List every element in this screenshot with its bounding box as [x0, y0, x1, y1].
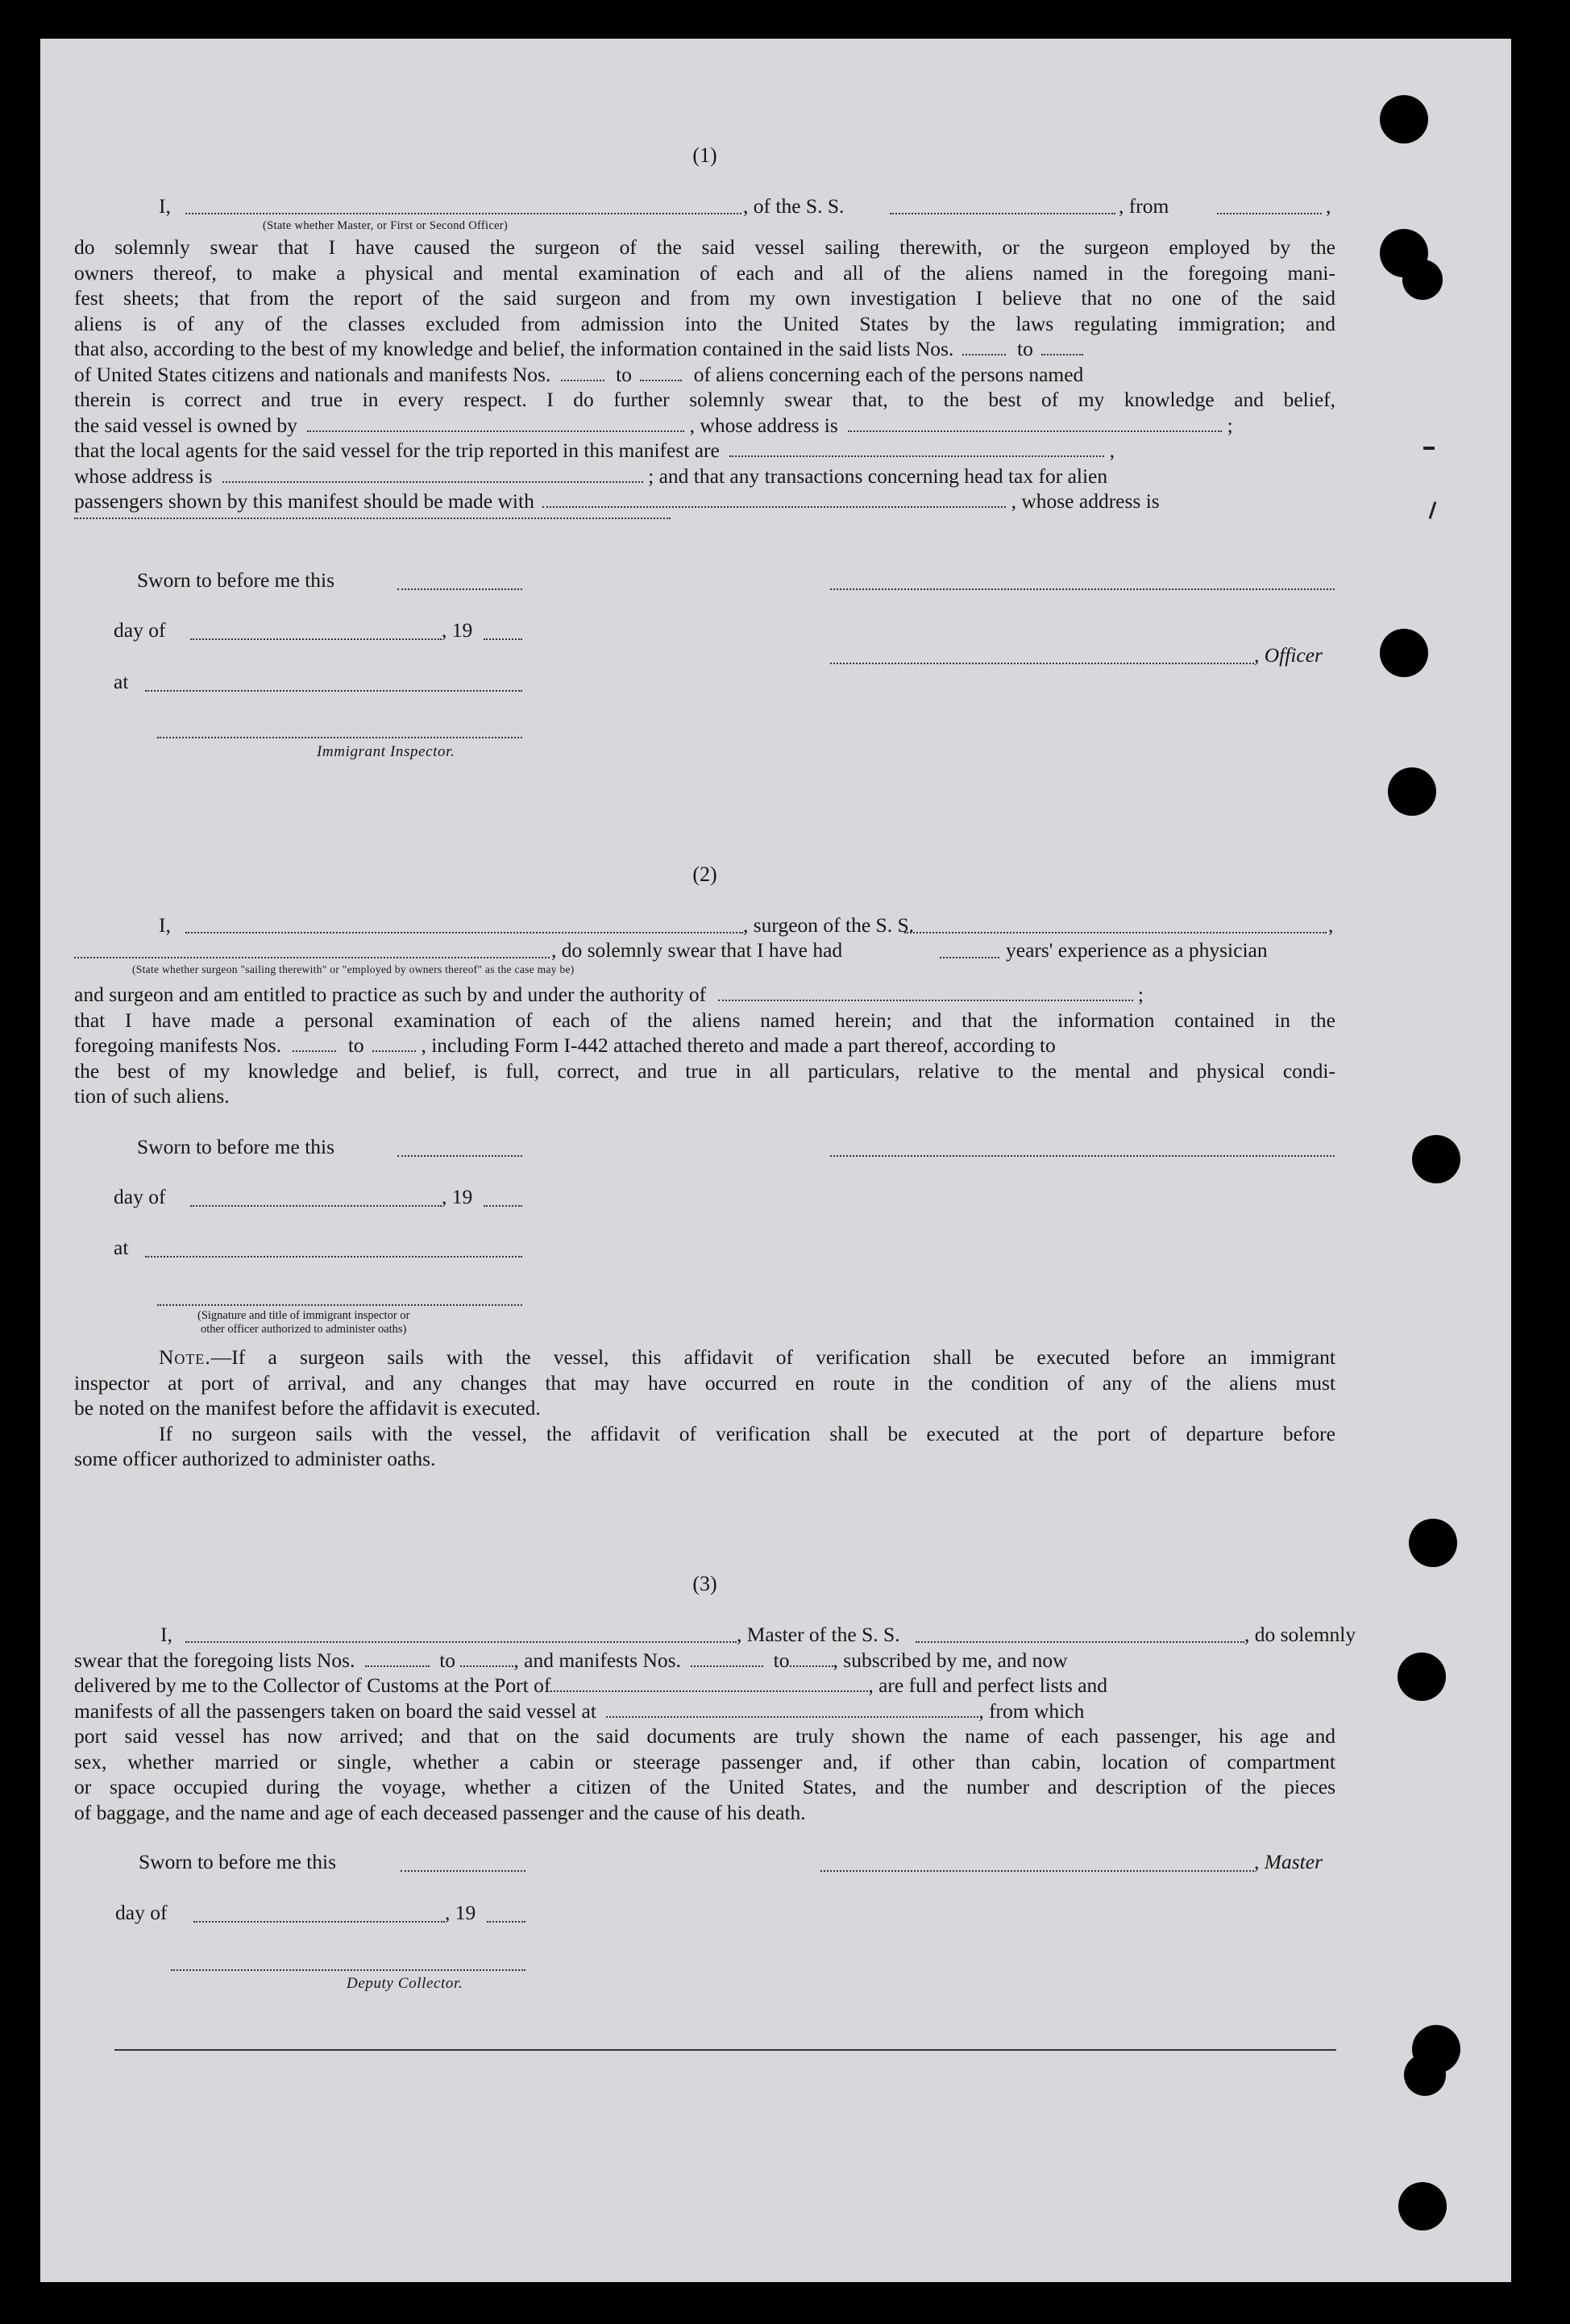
punch-hole	[1380, 629, 1428, 677]
s3-line-8: of baggage, and the name and age of each deceased passenger and the cause of his death.	[74, 1800, 806, 1824]
section-3-body	[74, 1622, 1356, 1825]
s3-sworn-label: Sworn to before me this	[139, 1850, 337, 1873]
s1-line-12: passengers shown by this manifest should be made with , whose address is	[74, 489, 1160, 513]
s2-note-line-4: If no surgeon sails with the vessel, the affidavit of verification shall be executed at the port of departure before	[159, 1421, 1335, 1445]
punch-hole	[1404, 2054, 1446, 2096]
s3-line-7: or space occupied during the voyage, whether a citizen of the United States, and the number and description of the pieces	[74, 1775, 1335, 1798]
s1-owner-address-field	[848, 430, 1222, 432]
s3-line-4: manifests of all the passengers taken on board the said vessel at , from which	[74, 1698, 1085, 1723]
s3-line-5: port said vessel has now arrived; and that on the said documents are truly shown the name of each passenger, his age and	[74, 1724, 1335, 1748]
s2-inspector-field	[157, 1304, 522, 1306]
s3-collector-label: Deputy Collector.	[347, 1975, 463, 1992]
stray-mark	[1423, 447, 1435, 450]
s1-line-4: fest sheets; that from the report of the said surgeon and from my own investigation I believe that no one of the said	[74, 286, 1335, 310]
punch-hole	[1412, 1135, 1460, 1183]
s1-line-10: that the local agents for the said vessel for the trip reported in this manifest are ,	[74, 439, 1115, 462]
s3-collector-field	[171, 1969, 525, 1971]
s2-line-5: foregoing manifests Nos. to , including Form I-442 attached thereto and made a part thereof, according to	[74, 1033, 1056, 1057]
s3-port-field	[550, 1690, 868, 1692]
s1-line-2: do solemnly swear that I have caused the surgeon of the said vessel sailing therewith, or the surgeon employed by the	[74, 235, 1335, 259]
section-1-body	[74, 193, 1335, 519]
s2-sworn-label: Sworn to before me this	[137, 1135, 335, 1158]
s3-line-3: delivered by me to the Collector of Customs at the Port of , are full and perfect lists and	[74, 1673, 1108, 1697]
s3-vessel-name-field	[916, 1641, 1244, 1643]
s1-sworn-label: Sworn to before me this	[137, 568, 335, 592]
punch-hole	[1388, 767, 1436, 816]
s2-status-field	[74, 957, 550, 958]
s1-line-6: that also, according to the best of my knowledge and belief, the information contained in the said lists Nos. to	[74, 336, 1335, 362]
s3-master-label: , Master	[1254, 1850, 1323, 1873]
section-1-number: (1)	[692, 143, 717, 167]
s2-note	[74, 1345, 1335, 1472]
s3-line-2: swear that the foregoing lists Nos. to , and manifests Nos. to , subscribed by me, and now	[74, 1648, 1068, 1672]
s2-surgeon-name-field	[185, 932, 743, 933]
s2-line-3: and surgeon and am entitled to practice as such by and under the authority of ;	[74, 983, 1144, 1006]
s2-at-label: at	[114, 1236, 129, 1259]
s1-day-of-label: day of	[114, 618, 166, 642]
s2-vessel-name-field	[904, 932, 1327, 933]
s1-from-label: , from	[1119, 194, 1169, 218]
s3-line-6: sex, whether married or single, whether a cabin or steerage passenger and, if other than cabin, location of compartment	[74, 1749, 1335, 1773]
section-3-number: (3)	[692, 1572, 717, 1595]
s1-line-8: therein is correct and true in every respect. I do further solemnly swear that, to the best of my knowledge and belief,	[74, 388, 1335, 411]
s3-signature-field	[820, 1870, 1254, 1872]
punch-hole	[1409, 1519, 1457, 1567]
s1-line-9: the said vessel is owned by , whose address is ;	[74, 413, 1233, 437]
note-label: Note.	[159, 1345, 211, 1369]
s2-line-1: I, , surgeon of the S. S. ,	[159, 913, 1334, 937]
s1-officer-rank-field	[185, 213, 741, 214]
s1-headtax-address-field	[74, 518, 671, 519]
s2-line-7: tion of such aliens.	[74, 1084, 230, 1108]
s1-line-1: I, , of the S. S. , from ,	[159, 194, 1331, 218]
s2-sig-caption: (Signature and title of immigrant inspector or other officer authorized to administer oaths)	[197, 1309, 410, 1336]
s1-at-label: at	[114, 670, 129, 693]
s2-note-line-2: inspector at port of arrival, and any changes that may have occurred en route in the condition of any of the aliens must	[74, 1370, 1335, 1395]
s2-line-4: that I have made a personal examination of each of the aliens named herein; and that the information contained in the	[74, 1008, 1335, 1032]
s2-note-line-1: Note.—If a surgeon sails with the vessel, this affidavit of verification shall be executed before an immigrant	[159, 1345, 1335, 1369]
s1-caption: (State whether Master, or First or Second Officer)	[263, 219, 509, 232]
s2-signature-field	[830, 1155, 1335, 1157]
s3-line-1: I, , Master of the S. S. , do solemnly	[160, 1623, 1356, 1646]
punch-hole	[1398, 1653, 1446, 1701]
s2-day-of-label: day of	[114, 1185, 166, 1208]
s1-owner-field	[307, 430, 684, 432]
s3-master-name-field	[185, 1641, 737, 1643]
s1-inspector-label: Immigrant Inspector.	[317, 743, 455, 760]
s3-day-of-label: day of	[115, 1901, 168, 1924]
s2-line-6: the best of my knowledge and belief, is full, correct, and true in all particulars, relative to the mental and physical condi-	[74, 1058, 1335, 1083]
s1-vessel-name-field	[890, 213, 1115, 214]
punch-hole	[1398, 2182, 1447, 2230]
s1-line-3: owners thereof, to make a physical and mental examination of each and all of the aliens named in the foregoing mani-	[74, 260, 1335, 285]
s3-origin-field	[606, 1716, 978, 1718]
punch-hole	[1402, 260, 1443, 300]
s2-note-line-5: some officer authorized to administer oaths.	[74, 1447, 436, 1470]
s1-from-port-field	[1217, 213, 1322, 214]
s2-years-field	[940, 957, 999, 958]
punch-hole	[1380, 95, 1428, 143]
s2-caption: (State whether surgeon "sailing therewith" or "employed by owners thereof" as the case may be)	[132, 963, 575, 975]
s1-headtax-field	[542, 506, 1006, 508]
section-2-body	[74, 913, 1335, 1109]
s1-of-ss-label: , of the S. S.	[743, 194, 845, 218]
section-2-number: (2)	[692, 863, 717, 886]
s2-note-line-3: be noted on the manifest before the affidavit is executed.	[74, 1396, 541, 1420]
s1-inspector-field	[157, 737, 522, 738]
s1-i-label: I,	[159, 194, 171, 218]
bottom-divider	[114, 2049, 1336, 2051]
s1-agents-address-field	[222, 481, 643, 483]
s1-signature-field	[830, 588, 1335, 590]
s2-authority-field	[718, 1000, 1133, 1001]
s1-agents-field	[729, 455, 1104, 457]
s1-line-7: of United States citizens and nationals and manifests Nos. to of aliens concerning each of the persons named	[74, 362, 1084, 386]
s1-line-11: whose address is ; and that any transactions concerning head tax for alien	[74, 464, 1108, 488]
s1-officer-label: , Officer	[1254, 643, 1323, 667]
s2-line-2: , do solemnly swear that I have had years' experience as a physician	[74, 937, 1335, 962]
s1-line-5: aliens is of any of the classes excluded from admission into the United States by the laws regulating immigration; and	[74, 311, 1335, 335]
